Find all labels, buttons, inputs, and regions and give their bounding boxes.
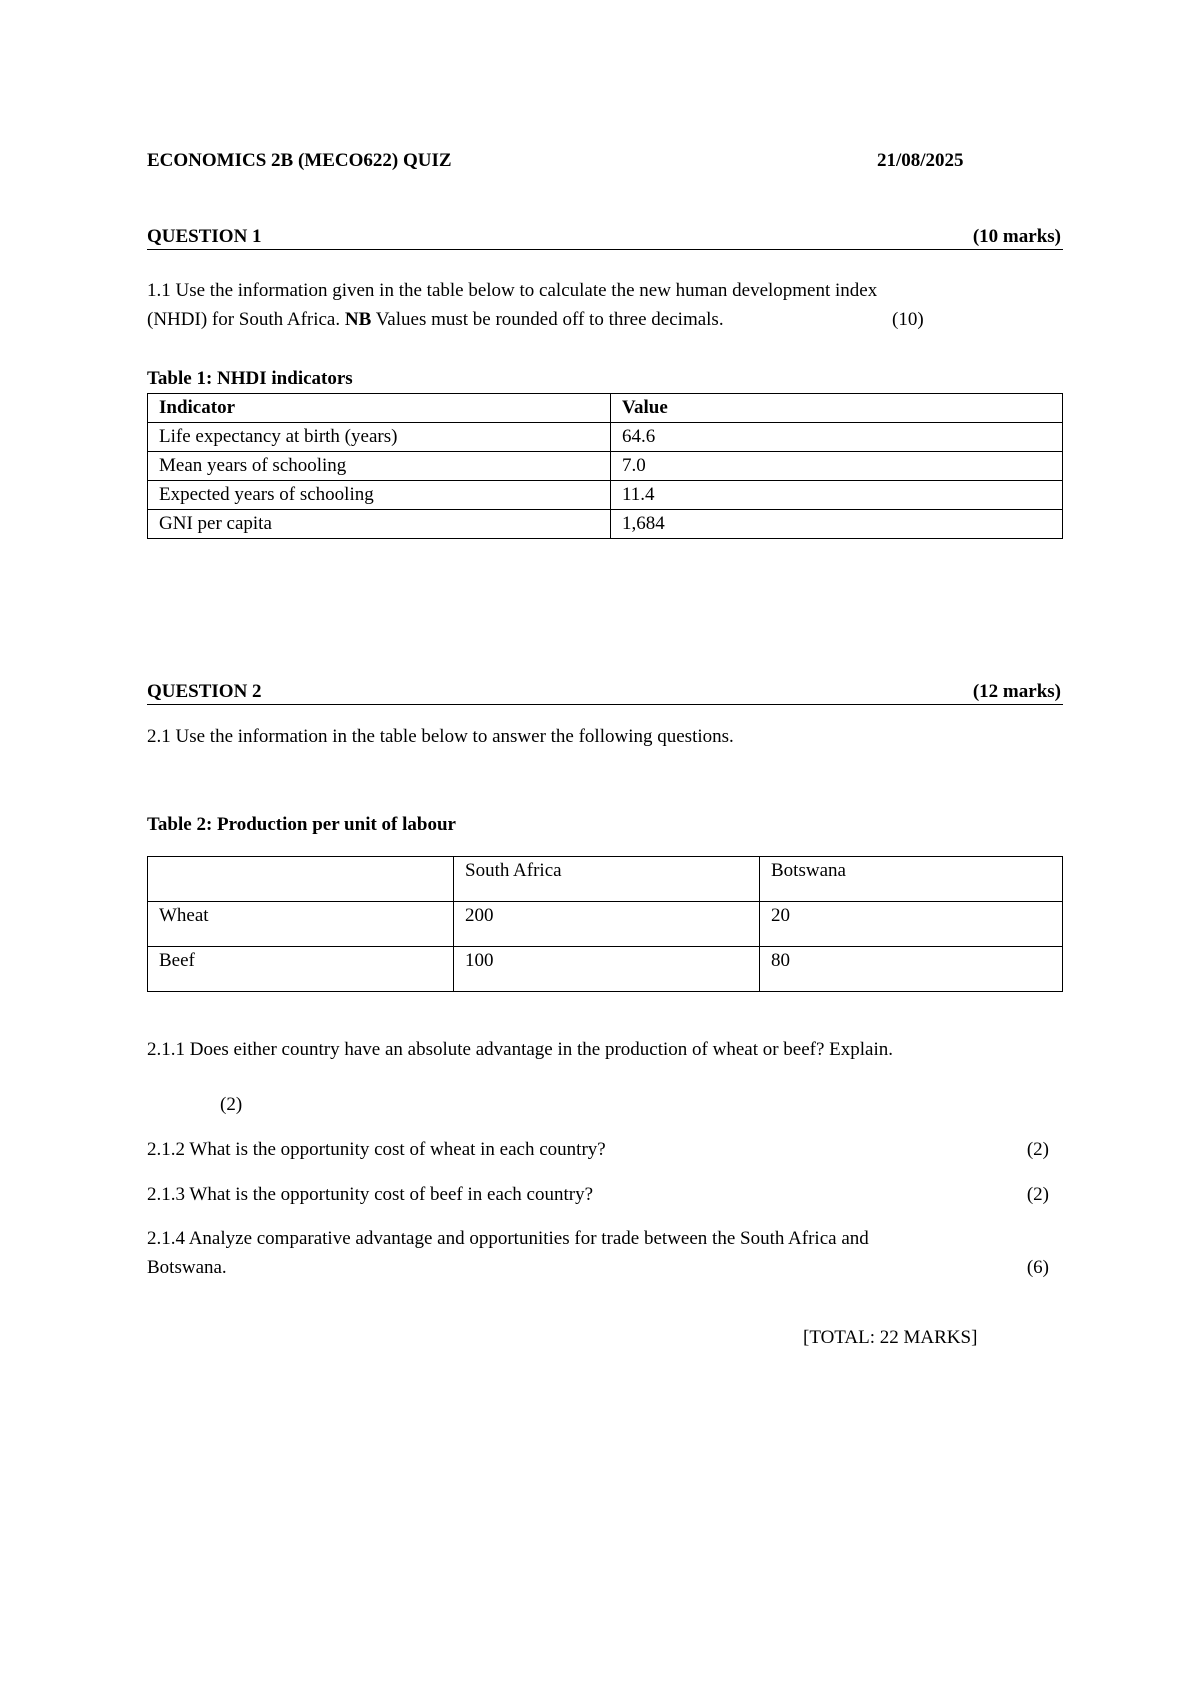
table-row [148, 947, 1063, 992]
production-table [147, 856, 1063, 992]
question-2-1-4-line-1: 2.1.4 Analyze comparative advantage and opportunities for trade between the South Africa and [147, 1228, 869, 1249]
question-2-1-intro: 2.1 Use the information in the table below to answer the following questions. [147, 726, 734, 747]
question-2-1-2 [147, 1136, 1063, 1165]
question-2-1-2-mark: (2) [1026, 1139, 1049, 1160]
question-1-1-text-post: Values must be rounded off to three decimals. [371, 309, 724, 330]
table-header-cell: Botswana [760, 857, 1063, 902]
table-header-cell: South Africa [454, 857, 760, 902]
question-1-1-text-line-1: 1.1 Use the information given in the table below to calculate the new human development index [147, 280, 878, 301]
table-cell: 80 [760, 947, 1063, 992]
table-header-cell [148, 857, 454, 902]
question-1-heading [147, 225, 1063, 250]
question-1-marks: (10 marks) [972, 226, 1061, 247]
table-header-row [148, 394, 1063, 423]
nhdi-indicators-table [147, 393, 1063, 539]
table-cell: Life expectancy at birth (years) [148, 423, 611, 452]
question-2-1-4-line-2 [147, 1254, 1063, 1283]
question-2-1-3-mark: (2) [1026, 1184, 1049, 1205]
question-2-1-2-text: 2.1.2 What is the opportunity cost of wheat in each country? [147, 1139, 606, 1160]
question-2-1-1 [147, 1036, 1063, 1065]
question-2-1-4-mark: (6) [1026, 1257, 1049, 1278]
question-1-title: QUESTION 1 [147, 226, 262, 247]
table-header-cell: Value [611, 394, 1063, 423]
table-cell: Beef [148, 947, 454, 992]
question-2-heading [147, 680, 1063, 705]
quiz-date: 21/08/2025 [877, 150, 964, 171]
question-1-1-text-line-2 [147, 306, 1063, 335]
table-1-caption: Table 1: NHDI indicators [147, 368, 353, 389]
table-cell: Mean years of schooling [148, 452, 611, 481]
table-cell: GNI per capita [148, 510, 611, 539]
question-1-1-mark: (10) [892, 309, 924, 330]
table-cell: Wheat [148, 902, 454, 947]
question-2-1-3 [147, 1181, 1063, 1210]
question-2-1-1-text: 2.1.1 Does either country have an absolute advantage in the production of wheat or beef? Explain. [147, 1039, 894, 1060]
table-cell: 200 [454, 902, 760, 947]
table-row [148, 481, 1063, 510]
table-header-cell: Indicator [148, 394, 611, 423]
question-2-1-1-mark: (2) [220, 1094, 243, 1115]
table-2-caption: Table 2: Production per unit of labour [147, 814, 456, 835]
table-cell: 64.6 [611, 423, 1063, 452]
table-cell: 100 [454, 947, 760, 992]
question-2-marks: (12 marks) [972, 681, 1061, 702]
table-row [148, 452, 1063, 481]
course-title: ECONOMICS 2B (MECO622) QUIZ [147, 150, 452, 171]
table-cell: 20 [760, 902, 1063, 947]
table-cell: 1,684 [611, 510, 1063, 539]
question-2-1-4-text-end: Botswana. [147, 1257, 227, 1278]
total-marks: [TOTAL: 22 MARKS] [803, 1327, 978, 1348]
table-cell: Expected years of schooling [148, 481, 611, 510]
table-cell: 11.4 [611, 481, 1063, 510]
question-2-1-3-text: 2.1.3 What is the opportunity cost of beef in each country? [147, 1184, 594, 1205]
table-row [148, 902, 1063, 947]
question-1-1-text-pre: (NHDI) for South Africa. [147, 309, 345, 330]
table-row [148, 423, 1063, 452]
question-2-title: QUESTION 2 [147, 681, 262, 702]
table-header-row [148, 857, 1063, 902]
table-row [148, 510, 1063, 539]
table-cell: 7.0 [611, 452, 1063, 481]
nb-label: NB [344, 309, 372, 330]
